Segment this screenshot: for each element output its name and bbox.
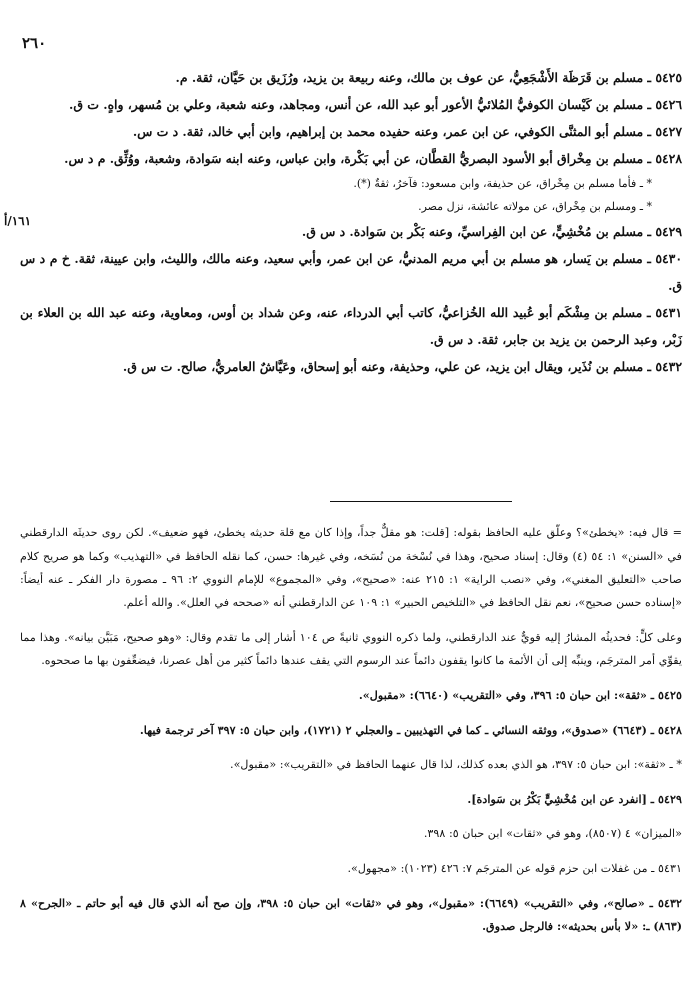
footnote-5431: ٥٤٣١ ـ من غفلات ابن حزم قوله عن المترجَم ٧: ٤٢٦ (١٠٢٣): «مجهول». xyxy=(347,861,682,875)
entry-5426: ٥٤٢٦ ـ مسلم بن كَيْسان الكوفيُّ المُلائيُّ الأعور أبو عبد الله، عن أنس، ومجاهد، وعنه شعبة، وعلي بن مُسهر، واهٍ. ت ق. xyxy=(69,97,682,112)
footnote-5425: ٥٤٢٥ ـ «ثقة»: ابن حبان ٥: ٣٩٦، وفي «التقريب» (٦٦٤٠): «مقبول». xyxy=(358,688,682,702)
footnote-5432: ٥٤٣٢ ـ «صالح»، وفي «التقريب» (٦٦٤٩): «مقبول»، وهو في «ثقات» ابن حبان ٥: ٣٩٨، وإن صح أنه الذي قال فيه أبو حاتم ـ «الجرح» ٨ (٨٦٣) ـ: «لا بأس بحديثه»: فالرجل صدوق. xyxy=(20,895,682,933)
entry-number: ٥٤٣٢ xyxy=(655,359,682,374)
entry-5425: ٥٤٢٥ ـ مسلم بن قَرَظَة الأَشْجَعِيُّ، عن عوف بن مالك، وعنه ربيعة بن يزيد، ورُزَيق بن حَيَّان، ثقة. م. xyxy=(175,70,682,85)
entry-number: ٥٤٢٩ xyxy=(655,224,682,239)
entry-5432: ٥٤٣٢ ـ مسلم بن نُذَير، ويقال ابن يزيد، عن علي، وحذيفة، وعنه أبو إسحاق، وعَيَّاشٌ العامريُّ، صالح. ت س ق. xyxy=(122,359,682,374)
footnote-star: * ـ «ثقة»: ابن حبان ٥: ٣٩٧، هو الذي بعده كذلك، لذا قال عنهما الحافظ في «التقريب»: «مقبول». xyxy=(230,758,682,772)
entry-text: مسلم بن يَسار، هو مسلم بن أبي مريم المدنيُّ، عن ابن عمر، وأبي سعيد، وعنه مالك، والليث، وابن عيينة، ثقة. خ م د س ق. xyxy=(20,251,682,293)
entry-text: مسلم بن مُخْشِيٍّ، عن ابن الفِراسيِّ، وعنه بَكْر بن سَوادة. د س ق. xyxy=(301,224,644,239)
entry-text: مسلم بن نُذَير، ويقال ابن يزيد، عن علي، وحذيفة، وعنه أبو إسحاق، وعَيَّاشٌ العامريُّ، صالح. ت س ق. xyxy=(122,359,644,374)
footnote-paragraph: = قال فيه: «يخطئ»؟ وعلّق عليه الحافظ بقوله: [قلت: هو مقلٌّ جداً، وإذا كان مع قلة حديثه يخطئ، فهو ضعيف». لكن روى حديثَه الدارقطني في «السنن» ١: ٥٤ (٤) وقال: إسناد صحيح، وهذا في نُسْخة من نُسَخه، وفي غيرها: حسن، كما نقله الحافظ في «التهذيب» وكما هو صريح كلام صاحب «التعليق المغني»، وفي «نصب الراية» ١: ٢١٥ عنه: «صحيح»، وفي «المجموع» للإمام النووي ٢: ٩٦ ـ مصورة دار الفكر ـ عنه أيضاً: «إسناده حسن صحيح»، نعم نقل الحافظ في «التلخيص الحبير» ١: ١٠٩ عن الدارقطني أنه «صححه في العلل». والله أعلم. xyxy=(20,526,683,610)
entry-5428: ٥٤٢٨ ـ مسلم بن مِخْراق أبو الأسود البصريُّ القطَّان، عن أبي بَكْرة، وابن عباس، وعنه ابنه سَوادة، وشعبة، ووُثِّق. م د س. xyxy=(64,151,682,166)
entry-text: مسلم أبو المثنَّى الكوفي، عن ابن عمر، وعنه حفيده محمد بن إبراهيم، وابن أبي خالد، ثقة. د ت س. xyxy=(132,124,644,139)
entry-text: مسلم بن مِشْكَم أبو عُبيد الله الخُزاعيُّ، كاتب أبي الدرداء، عنه، وعن شداد بن أوس، ومعاوية، وعنه عبد الله بن العلاء بن زَبْر، وعبد الرحمن بن يزيد بن جابر، ثقة. د س ق. xyxy=(20,305,682,347)
entry-number: ٥٤٣٠ xyxy=(655,251,682,266)
margin-reference: ١٦١/أ xyxy=(4,214,32,228)
footnote-paragraph: وعلى كلٍّ: فحديثُه المشارُ إليه قويٌّ عند الدارقطني، ولما ذكره النووي ثانيةً ص ١٠٤ أشار إلى ما تقدم وقال: «وهو صحيح، مَبَيَّن بيانه». وهذا مما يقوِّي أمر المترجَم، وينبِّه إلى أن الأئمة ما كانوا يقفون دائماً عند الرسوم التي يقف عندها دائماً كثير من أهل عصرنا، فيضعِّفون بها ما صححوه. xyxy=(20,631,682,668)
footnote-separator xyxy=(330,501,512,502)
entry-number: ٥٤٢٧ xyxy=(655,124,682,139)
entry-text: مسلم بن قَرَظَة الأَشْجَعِيُّ، عن عوف بن مالك، وعنه ربيعة بن يزيد، ورُزَيق بن حَيَّان، ثقة. م. xyxy=(175,70,644,85)
entry-5427: ٥٤٢٧ ـ مسلم أبو المثنَّى الكوفي، عن ابن عمر، وعنه حفيده محمد بن إبراهيم، وابن أبي خالد، ثقة. د ت س. xyxy=(132,124,682,139)
entry-5431: ٥٤٣١ ـ مسلم بن مِشْكَم أبو عُبيد الله الخُزاعيُّ، كاتب أبي الدرداء، عنه، وعن شداد بن أوس، ومعاوية، وعنه عبد الله بن العلاء بن زَبْر، وعبد الرحمن بن يزيد بن جابر، ثقة. د س ق. xyxy=(20,305,682,347)
entry-5429: ٥٤٢٩ ـ مسلم بن مُخْشِيٍّ، عن ابن الفِراسيِّ، وعنه بَكْر بن سَوادة. د س ق. xyxy=(301,224,682,239)
entry-text: مسلم بن مِخْراق أبو الأسود البصريُّ القطَّان، عن أبي بَكْرة، وابن عباس، وعنه ابنه سَوادة، وشعبة، ووُثِّق. م د س. xyxy=(64,151,644,166)
footnote-5429: ٥٤٢٩ ـ [انفرد عن ابن مُخْشِيٍّ بَكْرُ بن سَوادة]. xyxy=(467,791,682,806)
footnotes xyxy=(20,510,682,950)
star-note: * ـ فأما مسلم بن مِخْراق، عن حذيفة، وابن مسعود: فآخرُ، ثقةٌ (*). xyxy=(353,177,652,190)
main-text xyxy=(20,64,682,380)
star-note: * ـ ومسلم بن مِخْراق، عن مولاته عائشة، نزل مصر. xyxy=(418,200,652,213)
entry-text: مسلم بن كَيْسان الكوفيُّ المُلائيُّ الأعور أبو عبد الله، عن أنس، ومجاهد، وعنه شعبة، وعلي بن مُسهر، واهٍ. ت ق. xyxy=(69,97,644,112)
entry-number: ٥٤٢٦ xyxy=(655,97,682,112)
footnote-5429-cont: «الميزان» ٤ (٨٥٠٧)، وهو في «ثقات» ابن حبان ٥: ٣٩٨. xyxy=(423,827,682,841)
footnote-5428: ٥٤٢٨ ـ (٦٦٤٣) «صدوق»، ووثقه النسائي ـ كما في التهذيبين ـ والعجلي ٢ (١٧٢١)، وابن حبان ٥: ٣٩٧ آخر ترجمة فيها. xyxy=(139,722,682,737)
entry-number: ٥٤٢٨ xyxy=(655,151,682,166)
entry-number: ٥٤٣١ xyxy=(655,305,682,320)
entry-number: ٥٤٢٥ xyxy=(655,70,682,85)
page-number: ٢٦٠ xyxy=(22,34,47,52)
entry-5430: ٥٤٣٠ ـ مسلم بن يَسار، هو مسلم بن أبي مريم المدنيُّ، عن ابن عمر، وأبي سعيد، وعنه مالك، والليث، وابن عيينة، ثقة. خ م د س ق. xyxy=(20,251,682,293)
